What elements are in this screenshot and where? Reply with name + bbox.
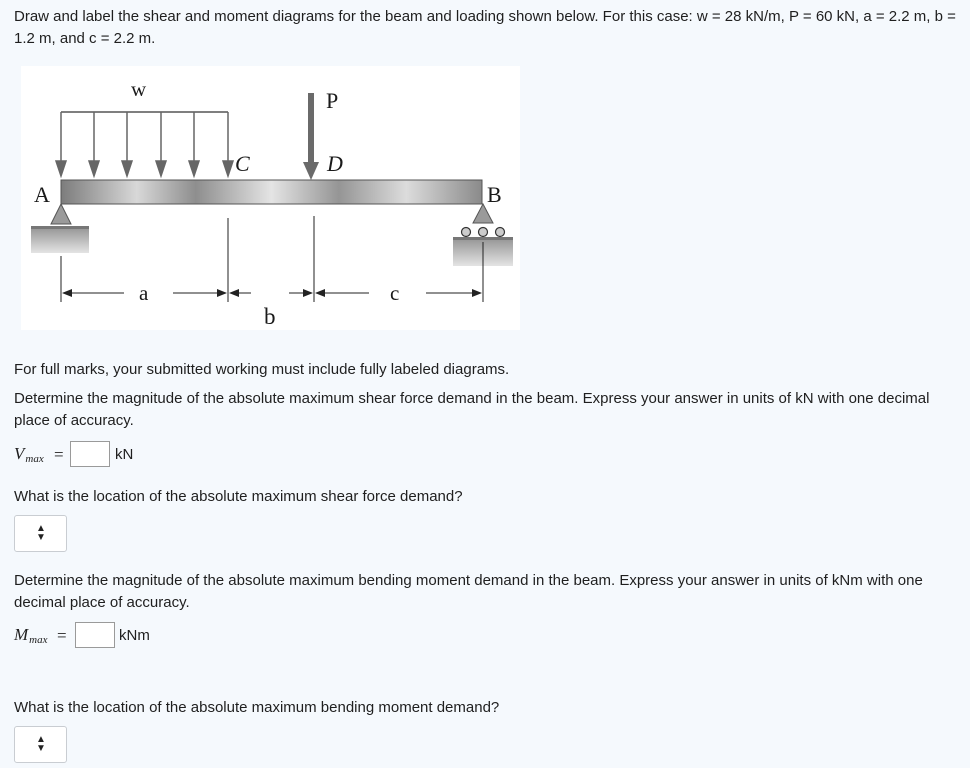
point-load-arrow: [303, 93, 319, 180]
vmax-label: $V_{max}$: [14, 444, 44, 465]
shear-location-select[interactable]: [14, 515, 67, 552]
beam-figure: [21, 66, 520, 330]
question-shear-magnitude: Determine the magnitude of the absolute maximum shear force demand in the beam. Express your answer in units of kN with one decimal place of accuracy.: [14, 390, 930, 429]
pin-support: [31, 204, 89, 253]
question-shear-location: What is the location of the absolute maximum shear force demand?: [14, 488, 463, 505]
vmax-unit: kN: [115, 446, 134, 463]
label-c: C: [235, 151, 250, 176]
mmax-answer-row: [14, 622, 214, 650]
distributed-load: [56, 112, 233, 176]
label-p: P: [326, 88, 339, 113]
label-w: w: [131, 77, 147, 101]
label-b-point: B: [487, 182, 502, 207]
vmax-answer-row: [14, 441, 214, 469]
label-dim-b: b: [264, 304, 276, 329]
select-arrows-icon: ▲ ▼: [36, 523, 46, 543]
select-arrows-icon: ▲ ▼: [36, 734, 46, 754]
question-moment-magnitude: Determine the magnitude of the absolute maximum bending moment demand in the beam. Express your answer in units of kNm with one decimal place of accuracy.: [14, 572, 923, 611]
problem-statement: Draw and label the shear and moment diagrams for the beam and loading shown below. For this case: w = 28 kN/m, P = 60 kN, a = 2.2 m, b = 1.2 m, and c = 2.2 m.: [14, 8, 956, 47]
mmax-label: $M_{max}$: [14, 625, 48, 646]
mmax-equals: =: [57, 626, 67, 645]
dimension-lines: [61, 216, 483, 302]
vmax-equals: =: [54, 445, 64, 464]
beam: [61, 180, 482, 204]
beam-diagram: [21, 66, 520, 330]
mmax-input[interactable]: [75, 622, 115, 648]
moment-location-select[interactable]: [14, 726, 67, 763]
question-moment-location: What is the location of the absolute maximum bending moment demand?: [14, 699, 500, 716]
label-d: D: [327, 151, 343, 176]
label-dim-a: a: [139, 281, 149, 305]
marks-note: For full marks, your submitted working must include fully labeled diagrams.: [14, 361, 510, 378]
mmax-unit: kNm: [119, 627, 150, 644]
label-dim-c: c: [390, 281, 400, 305]
label-a-point: A: [34, 182, 50, 207]
vmax-input[interactable]: [70, 441, 110, 467]
